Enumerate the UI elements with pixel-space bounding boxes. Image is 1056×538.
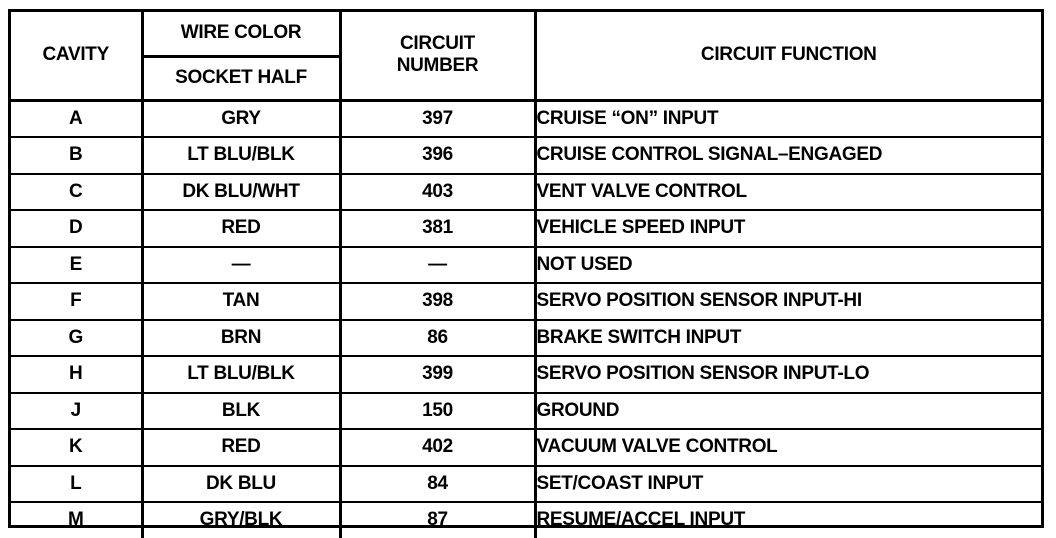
cell-circuit-number: 399 [340, 356, 535, 393]
cell-wire-color: GRY/BLK [142, 502, 340, 538]
cell-cavity: F [11, 283, 142, 320]
cell-circuit-number: — [340, 247, 535, 284]
cell-cavity: A [11, 100, 142, 137]
header-circuit-number-line2: NUMBER [396, 55, 479, 77]
connector-pinout-table-frame [8, 9, 1044, 531]
cell-circuit-function: CRUISE CONTROL SIGNAL–ENGAGED [535, 137, 1041, 174]
cell-wire-color: LT BLU/BLK [142, 137, 340, 174]
cell-cavity: H [11, 356, 142, 393]
header-circuit-number-line1: CIRCUIT [400, 33, 475, 55]
table-row [11, 100, 1041, 137]
cell-wire-color: RED [142, 210, 340, 247]
cell-circuit-function: RESUME/ACCEL INPUT [536, 509, 746, 531]
cell-circuit-number: 150 [340, 393, 535, 430]
cell-circuit-function: NOT USED [535, 247, 1041, 284]
cell-circuit-number: 397 [340, 100, 535, 137]
cell-circuit-function: SERVO POSITION SENSOR INPUT-HI [535, 283, 1041, 320]
cell-circuit-function: CRUISE “ON” INPUT [535, 100, 1041, 137]
cell-cavity: K [11, 429, 142, 466]
cell-circuit-number: 396 [340, 137, 535, 174]
cell-circuit-number: 84 [340, 466, 535, 503]
table-row [11, 502, 1041, 538]
cell-cavity: B [11, 137, 142, 174]
cell-circuit-number: 402 [340, 429, 535, 466]
cell-wire-color: BLK [142, 393, 340, 430]
table-row [11, 466, 1041, 503]
header-circuit-number [340, 12, 535, 100]
table-row [11, 174, 1041, 211]
table-row [11, 210, 1041, 247]
cell-circuit-function: SERVO POSITION SENSOR INPUT-LO [535, 356, 1041, 393]
table-header [11, 12, 1041, 100]
cell-wire-color: TAN [142, 283, 340, 320]
cell-wire-color: DK BLU/WHT [142, 174, 340, 211]
table-row [11, 393, 1041, 430]
cell-wire-color: — [142, 247, 340, 284]
cell-wire-color: GRY [142, 100, 340, 137]
header-cavity: CAVITY [11, 12, 142, 100]
cell-wire-color: RED [142, 429, 340, 466]
cell-circuit-function: BRAKE SWITCH INPUT [535, 320, 1041, 357]
cell-circuit-function: SET/COAST INPUT [535, 466, 1041, 503]
table-row [11, 429, 1041, 466]
cell-cavity: G [11, 320, 142, 357]
cell-circuit-function: VACUUM VALVE CONTROL [535, 429, 1041, 466]
cell-cavity: L [11, 466, 142, 503]
cell-circuit-number: 398 [340, 283, 535, 320]
cell-cavity: D [11, 210, 142, 247]
table-row [11, 247, 1041, 284]
header-socket-half: SOCKET HALF [142, 56, 340, 100]
cell-circuit-function: VEHICLE SPEED INPUT [535, 210, 1041, 247]
cell-circuit-number: 86 [340, 320, 535, 357]
table-row [11, 283, 1041, 320]
table-row [11, 356, 1041, 393]
cell-wire-color: BRN [142, 320, 340, 357]
connector-pinout-table [11, 12, 1041, 538]
header-circuit-function: CIRCUIT FUNCTION [535, 12, 1041, 100]
cell-circuit-number: 87 [340, 502, 535, 538]
cell-circuit-number: 381 [340, 210, 535, 247]
table-body [11, 100, 1041, 538]
cell-cavity: E [11, 247, 142, 284]
cell-wire-color: LT BLU/BLK [142, 356, 340, 393]
cell-circuit-function: GROUND [535, 393, 1041, 430]
table-row [11, 320, 1041, 357]
cell-circuit-number: 403 [340, 174, 535, 211]
cell-circuit-function: VENT VALVE CONTROL [535, 174, 1041, 211]
header-wire-color: WIRE COLOR [142, 12, 340, 56]
cell-wire-color: DK BLU [142, 466, 340, 503]
cell-cavity: M [11, 502, 142, 538]
table-row [11, 137, 1041, 174]
cell-cavity: J [11, 393, 142, 430]
cell-cavity: C [11, 174, 142, 211]
